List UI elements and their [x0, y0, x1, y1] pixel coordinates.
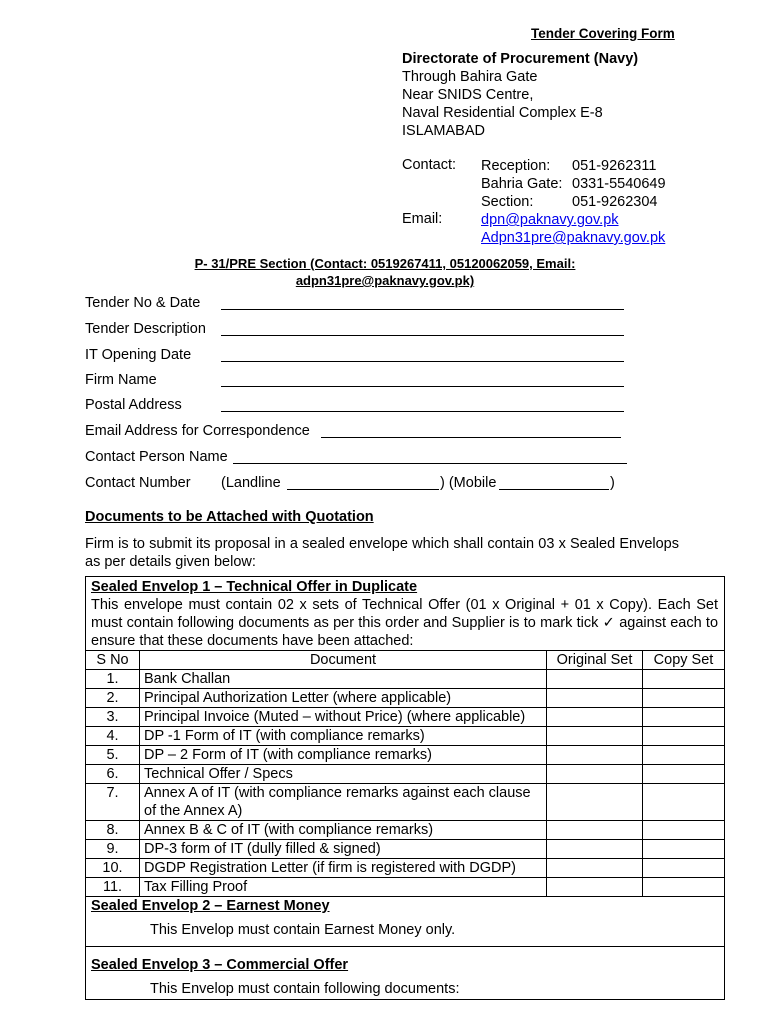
row-copy-checkbox[interactable]	[643, 727, 725, 746]
envelop2-block	[91, 898, 455, 938]
documents-heading: Documents to be Attached with Quotation	[85, 509, 374, 525]
header-copy-set: Copy Set	[643, 651, 725, 670]
row-original-checkbox[interactable]	[547, 821, 643, 840]
envelop1-text-a: This envelope must contain 02 x sets of Technical Offer (01 x Original + 01 x Copy). Each Set must contain following documents as per this order and Supplier is to mark tick	[91, 597, 718, 631]
table-header-row	[86, 651, 725, 670]
table-row	[86, 878, 725, 897]
it-opening-date-field[interactable]	[221, 349, 624, 362]
directorate-address	[402, 50, 638, 140]
field-label-it-opening: IT Opening Date	[85, 347, 192, 363]
table-row	[86, 708, 725, 727]
envelop-divider	[85, 946, 725, 947]
envelop3-title: Sealed Envelop 3 – Commercial Offer	[91, 957, 349, 973]
row-copy-checkbox[interactable]	[643, 840, 725, 859]
documents-intro: Firm is to submit its proposal in a sealed envelope which shall contain 03 x Sealed Envelops as per details given below:	[85, 536, 679, 570]
header-sno: S No	[86, 651, 140, 670]
envelop2-title: Sealed Envelop 2 – Earnest Money	[91, 898, 330, 914]
address-line: Naval Residential Complex E-8	[402, 105, 603, 121]
documents-table	[85, 650, 725, 897]
table-row	[86, 746, 725, 765]
row-document: Technical Offer / Specs	[140, 765, 547, 784]
contact-label: Contact:	[402, 157, 456, 173]
table-row	[86, 821, 725, 840]
row-sno: 7.	[86, 784, 140, 821]
table-row	[86, 727, 725, 746]
row-sno: 6.	[86, 765, 140, 784]
envelop1-block	[91, 578, 718, 650]
contact-bahria-value: 0331-5540649	[572, 176, 666, 192]
row-original-checkbox[interactable]	[547, 689, 643, 708]
row-sno: 4.	[86, 727, 140, 746]
contact-reception-value: 051-9262311	[572, 158, 657, 174]
contact-bahria-label: Bahria Gate:	[481, 176, 563, 192]
contact-labels	[481, 157, 562, 211]
row-original-checkbox[interactable]	[547, 765, 643, 784]
row-document: Principal Authorization Letter (where applicable)	[140, 689, 547, 708]
row-copy-checkbox[interactable]	[643, 746, 725, 765]
row-document: Annex B & C of IT (with compliance remarks)	[140, 821, 547, 840]
form-title: Tender Covering Form	[531, 26, 675, 41]
section-header-line2: adpn31pre@paknavy.gov.pk)	[295, 273, 475, 288]
field-label-contact-person: Contact Person Name	[85, 449, 228, 465]
mobile-field[interactable]	[499, 477, 609, 490]
row-copy-checkbox[interactable]	[643, 859, 725, 878]
section-header-line1: P- 31/PRE Section (Contact: 0519267411, 05120062059, Email:	[194, 256, 576, 271]
field-label-tender-desc: Tender Description	[85, 321, 206, 337]
row-document: Principal Invoice (Muted – without Price) (where applicable)	[140, 708, 547, 727]
table-row	[86, 859, 725, 878]
row-sno: 10.	[86, 859, 140, 878]
email-links	[481, 211, 665, 247]
row-sno: 9.	[86, 840, 140, 859]
envelop1-title: Sealed Envelop 1 – Technical Offer in Duplicate	[91, 579, 418, 595]
field-label-email-corr: Email Address for Correspondence	[85, 423, 310, 439]
postal-address-field[interactable]	[221, 399, 624, 412]
row-sno: 8.	[86, 821, 140, 840]
table-row	[86, 765, 725, 784]
row-sno: 1.	[86, 670, 140, 689]
address-line: Through Bahira Gate	[402, 69, 538, 85]
contact-reception-label: Reception:	[481, 158, 551, 174]
field-label-contact-number: Contact Number	[85, 475, 191, 491]
table-row	[86, 670, 725, 689]
row-document: DP -1 Form of IT (with compliance remarks)	[140, 727, 547, 746]
contact-section-label: Section:	[481, 194, 534, 210]
email-correspondence-field[interactable]	[321, 425, 621, 438]
row-sno: 5.	[86, 746, 140, 765]
row-sno: 3.	[86, 708, 140, 727]
firm-name-field[interactable]	[221, 374, 624, 387]
row-original-checkbox[interactable]	[547, 746, 643, 765]
table-row	[86, 784, 725, 821]
contact-section-value: 051-9262304	[572, 194, 658, 210]
landline-field[interactable]	[287, 477, 439, 490]
row-original-checkbox[interactable]	[547, 859, 643, 878]
row-sno: 2.	[86, 689, 140, 708]
row-copy-checkbox[interactable]	[643, 765, 725, 784]
row-copy-checkbox[interactable]	[643, 708, 725, 727]
field-label-firm-name: Firm Name	[85, 372, 157, 388]
row-copy-checkbox[interactable]	[643, 689, 725, 708]
directorate-name: Directorate of Procurement (Navy)	[402, 51, 639, 67]
row-document: DP-3 form of IT (dully filled & signed)	[140, 840, 547, 859]
row-sno: 11.	[86, 878, 140, 897]
row-original-checkbox[interactable]	[547, 840, 643, 859]
section-header	[0, 255, 770, 289]
envelop1-text-b: against each to ensure that these documents have been attached:	[91, 615, 719, 649]
row-document: DGDP Registration Letter (if firm is registered with DGDP)	[140, 859, 547, 878]
row-copy-checkbox[interactable]	[643, 821, 725, 840]
table-row	[86, 689, 725, 708]
field-label-tender-no: Tender No & Date	[85, 295, 201, 311]
row-original-checkbox[interactable]	[547, 708, 643, 727]
row-original-checkbox[interactable]	[547, 784, 643, 821]
address-line: Near SNIDS Centre,	[402, 87, 534, 103]
tender-description-field[interactable]	[221, 323, 624, 336]
address-line: ISLAMABAD	[402, 123, 485, 139]
row-copy-checkbox[interactable]	[643, 878, 725, 897]
row-document: Bank Challan	[140, 670, 547, 689]
landline-label: (Landline	[221, 475, 281, 491]
envelop3-block	[91, 957, 460, 997]
table-row	[86, 840, 725, 859]
envelop1-text	[91, 596, 718, 650]
email-link-dpn[interactable]: dpn@paknavy.gov.pk	[481, 212, 619, 228]
contact-person-field[interactable]	[233, 451, 627, 464]
row-copy-checkbox[interactable]	[643, 784, 725, 821]
row-original-checkbox[interactable]	[547, 670, 643, 689]
tender-no-field[interactable]	[221, 297, 624, 310]
row-document: Tax Filling Proof	[140, 878, 547, 897]
row-original-checkbox[interactable]	[547, 727, 643, 746]
row-copy-checkbox[interactable]	[643, 670, 725, 689]
header-document: Document	[140, 651, 547, 670]
mobile-label: ) (Mobile	[440, 475, 497, 491]
row-document: DP – 2 Form of IT (with compliance remarks)	[140, 746, 547, 765]
field-label-postal: Postal Address	[85, 397, 182, 413]
tick-icon: ✓	[602, 615, 615, 631]
row-original-checkbox[interactable]	[547, 878, 643, 897]
contact-values	[572, 157, 666, 211]
email-label: Email:	[402, 211, 443, 227]
email-link-adpn[interactable]: Adpn31pre@paknavy.gov.pk	[481, 230, 666, 246]
envelop2-text: This Envelop must contain Earnest Money only.	[150, 922, 456, 938]
mobile-close-paren: )	[610, 475, 615, 491]
row-document: Annex A of IT (with compliance remarks against each clause of the Annex A)	[140, 784, 547, 821]
header-original-set: Original Set	[547, 651, 643, 670]
envelop3-text: This Envelop must contain following documents:	[150, 981, 460, 997]
